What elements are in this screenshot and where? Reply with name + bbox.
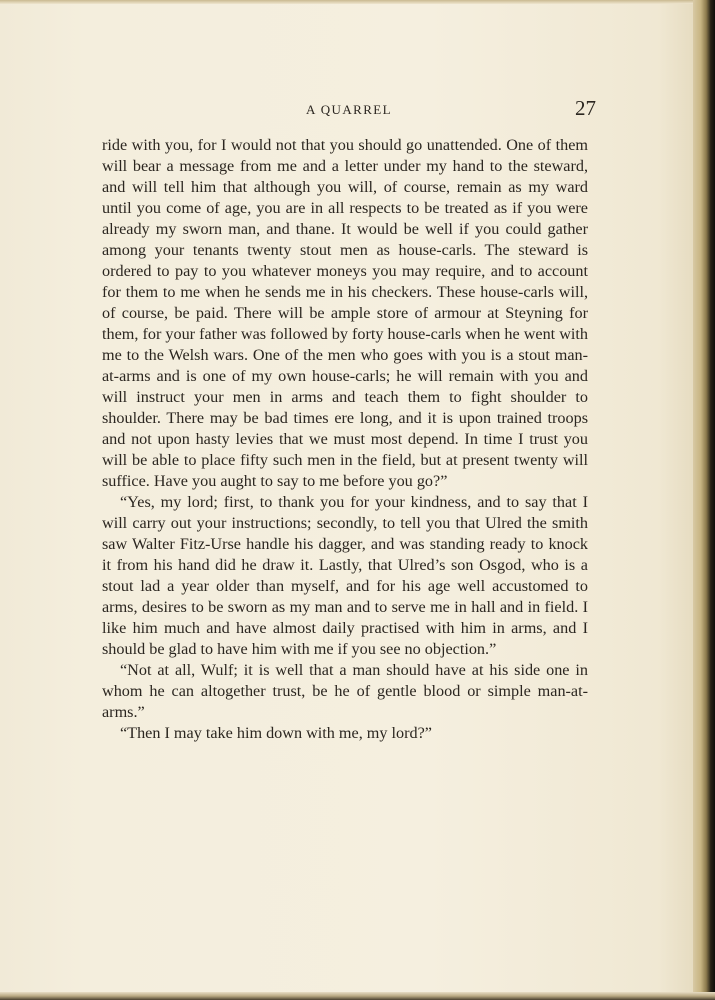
body-text bbox=[102, 135, 588, 744]
running-head: A QUARREL bbox=[306, 102, 392, 117]
page-header bbox=[102, 96, 596, 124]
book-binding-edge bbox=[693, 0, 715, 1000]
paragraph-3: “Not at all, Wulf; it is well that a man should have at his side one in whom he can altogether trust, be he of gentle blood or simple man-at-arms.” bbox=[102, 661, 588, 721]
paragraph-2: “Yes, my lord; first, to thank you for your kindness, and to say that I will carry out your instructions; secondly, to tell you that Ulred the smith saw Walter Fitz-Urse handle his dagger, and was standing ready to knock it from his hand did he draw it. Lastly, that Ulred’s son Osgod, who is a stout lad a year older than myself, and for his age well accustomed to arms, desires to be sworn as my man and to serve me in hall and in field. I like him much and have almost daily practised with him in arms, and I should be glad to have him with me if you see no objection.” bbox=[102, 493, 588, 658]
page-number: 27 bbox=[575, 96, 596, 120]
page-top-edge bbox=[0, 0, 715, 4]
paragraph-4: “Then I may take him down with me, my lord?” bbox=[120, 724, 432, 742]
paragraph-1: ride with you, for I would not that you should go unattended. One of them will bear a message from me and a letter under my hand to the steward, and will tell him that although you will, of course, remain as my ward until you come of age, you are in all respects to be treated as if you were already my sworn man, and thane. It would be well if you could gather among your tenants twenty stout men as house-carls. The steward is ordered to pay to you whatever moneys you may require, and to account for them to me when he sends me in his checkers. These house-carls will, of course, be paid. There will be ample store of armour at Steyning for them, for your father was followed by forty house-carls when he went with me to the Welsh wars. One of the men who goes with you is a stout man-at-arms and is one of my own house-carls; he will remain with you and will instruct your men in arms and teach them to fight shoulder to shoulder. There may be bad times ere long, and it is upon trained troops and not upon hasty levies that we must most depend. In time I trust you will be able to place fifty such men in the field, but at present twenty will suffice. Have you aught to say to me before you go?” bbox=[102, 136, 588, 490]
page-bottom-edge bbox=[0, 992, 715, 1000]
